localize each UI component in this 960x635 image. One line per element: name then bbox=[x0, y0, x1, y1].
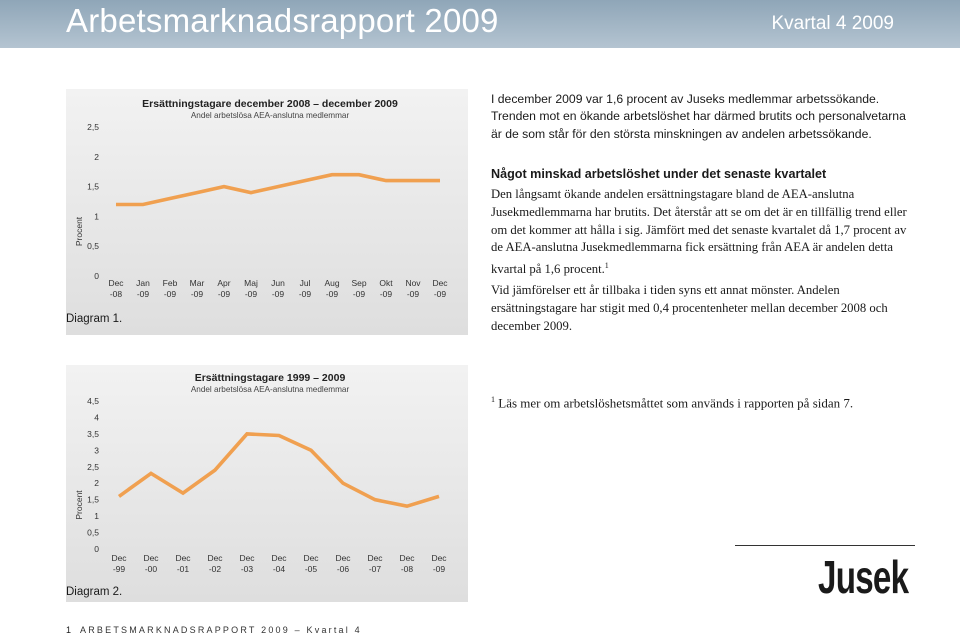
y-tick-label: 0,5 bbox=[87, 241, 99, 252]
y-tick-label: 0 bbox=[94, 544, 99, 554]
intro-paragraph: I december 2009 var 1,6 procent av Juseks medlemmar arbetssökande. Trenden mot en ökande arbetslöshet har därmed brutits och personalvetarna är de som står för den största minskningen av andelen arbetssökande. bbox=[491, 92, 906, 141]
x-tick-label: Dec bbox=[111, 553, 127, 563]
y-tick-label: 4 bbox=[94, 412, 99, 423]
logo-rule bbox=[735, 545, 915, 546]
x-tick-label: Dec bbox=[207, 553, 223, 563]
y-tick-label: 3,5 bbox=[87, 428, 99, 439]
x-tick-label: -09 bbox=[379, 289, 393, 299]
x-tick-label: -03 bbox=[240, 564, 254, 574]
footnote-marker: 1 bbox=[491, 395, 495, 404]
y-tick-label: 3 bbox=[94, 445, 99, 456]
y-tick-label: 4,5 bbox=[87, 396, 99, 406]
x-tick-label: Apr bbox=[217, 278, 231, 288]
paragraph-1 bbox=[491, 186, 911, 279]
x-tick-label: Mar bbox=[189, 278, 205, 288]
x-tick-label: -09 bbox=[432, 564, 446, 574]
chart-title: Ersättningstagare 1999 – 2009 bbox=[194, 372, 346, 384]
x-tick-label: -09 bbox=[406, 289, 420, 299]
chart-subtitle: Andel arbetslösa AEA-anslutna medlemmar bbox=[190, 111, 350, 120]
y-tick-label: 2,5 bbox=[87, 461, 99, 472]
y-tick-label: 1,5 bbox=[87, 181, 99, 192]
paragraph-1-text: Den långsamt ökande andelen ersättningstagare bland de AEA-anslutna Jusekmedlemmarna har brutits. Det återstår att se om det är en tillfällig trend eller om det kommer att hålla i sig. Jämfört med det senaste kvartalet då 1,7 procent av de AEA-anslutna Jusekmedlemmarna fick ersättning från AEA är andelen detta kvartal på 1,6 procent. bbox=[491, 187, 907, 277]
x-tick-label: Sep bbox=[351, 278, 367, 288]
y-tick-label: 2 bbox=[94, 151, 99, 162]
chart-2-caption: Diagram 2. bbox=[66, 586, 123, 598]
x-tick-label: Dec bbox=[175, 553, 191, 563]
y-tick-label: 2,5 bbox=[87, 122, 99, 132]
x-tick-label: Dec bbox=[108, 278, 124, 288]
chart-subtitle: Andel arbetslösa AEA-anslutna medlemmar bbox=[190, 385, 350, 394]
x-tick-label: Jan bbox=[136, 278, 150, 288]
x-tick-label: Feb bbox=[162, 278, 178, 288]
x-tick-label: Dec bbox=[143, 553, 159, 563]
x-tick-label: -09 bbox=[163, 289, 177, 299]
y-tick-label: 1,5 bbox=[87, 494, 99, 505]
x-tick-label: -09 bbox=[352, 289, 366, 299]
x-tick-label: -00 bbox=[144, 564, 158, 574]
footer-text: ARBETSMARKNADSRAPPORT 2009 – Kvartal 4 bbox=[80, 625, 362, 635]
paragraph-2: Vid jämförelser ett år tillbaka i tiden syns ett annat mönster. Andelen ersättningstagare har stigit med 0,4 procentenheter mellan december 2008 och december 2009. bbox=[491, 283, 888, 333]
chart-1-caption: Diagram 1. bbox=[66, 313, 123, 325]
x-tick-label: -09 bbox=[433, 289, 447, 299]
x-tick-label: -09 bbox=[325, 289, 339, 299]
x-tick-label: -09 bbox=[244, 289, 258, 299]
x-tick-label: -09 bbox=[136, 289, 150, 299]
x-tick-label: Aug bbox=[324, 278, 340, 288]
footnote-ref: 1 bbox=[604, 261, 609, 271]
x-tick-label: -02 bbox=[208, 564, 222, 574]
chart-2 bbox=[66, 365, 468, 602]
x-tick-label: -09 bbox=[271, 289, 285, 299]
x-tick-label: Dec bbox=[399, 553, 415, 563]
x-tick-label: Dec bbox=[239, 553, 255, 563]
report-quarter: Kvartal 4 2009 bbox=[771, 13, 894, 34]
x-tick-label: Jul bbox=[299, 278, 311, 288]
x-tick-label: Nov bbox=[405, 278, 421, 288]
page-footer bbox=[66, 625, 362, 635]
x-tick-label: Maj bbox=[244, 278, 258, 288]
header-banner bbox=[0, 0, 960, 48]
x-tick-label: -07 bbox=[368, 564, 382, 574]
page-number: 1 bbox=[66, 625, 72, 635]
report-title: Arbetsmarknadsrapport 2009 bbox=[66, 2, 499, 39]
jusek-logo: Jusek bbox=[818, 551, 909, 603]
x-tick-label: Dec bbox=[271, 553, 287, 563]
y-axis-label: Procent bbox=[74, 216, 84, 247]
x-tick-label: -06 bbox=[336, 564, 350, 574]
x-tick-label: -04 bbox=[272, 564, 286, 574]
x-tick-label: Jun bbox=[271, 278, 285, 288]
x-tick-label: -05 bbox=[304, 564, 318, 574]
y-tick-label: 2 bbox=[94, 478, 99, 489]
x-tick-label: -09 bbox=[217, 289, 231, 299]
x-tick-label: -99 bbox=[112, 564, 126, 574]
x-tick-label: -01 bbox=[176, 564, 190, 574]
series-line bbox=[116, 175, 440, 205]
y-axis-label: Procent bbox=[74, 490, 84, 520]
chart-1 bbox=[66, 89, 468, 335]
x-tick-label: Okt bbox=[379, 278, 393, 288]
footnote-text: Läs mer om arbetslöshetsmåttet som används i rapporten på sidan 7. bbox=[498, 395, 854, 411]
footnote bbox=[491, 395, 853, 411]
x-tick-label: -09 bbox=[190, 289, 204, 299]
x-tick-label: Dec bbox=[431, 553, 447, 563]
series-line bbox=[119, 434, 439, 506]
x-tick-label: -09 bbox=[298, 289, 312, 299]
x-tick-label: Dec bbox=[303, 553, 319, 563]
y-tick-label: 1 bbox=[94, 211, 99, 222]
y-tick-label: 1 bbox=[94, 511, 99, 522]
section-heading: Något minskad arbetslöshet under det senaste kvartalet bbox=[491, 167, 827, 181]
x-tick-label: -08 bbox=[400, 564, 414, 574]
x-tick-label: Dec bbox=[335, 553, 351, 563]
x-tick-label: Dec bbox=[432, 278, 448, 288]
y-tick-label: 0 bbox=[94, 271, 99, 281]
x-tick-label: Dec bbox=[367, 553, 383, 563]
x-tick-label: -08 bbox=[109, 289, 123, 299]
y-tick-label: 0,5 bbox=[87, 527, 99, 538]
chart-title: Ersättningstagare december 2008 – december 2009 bbox=[142, 98, 398, 110]
